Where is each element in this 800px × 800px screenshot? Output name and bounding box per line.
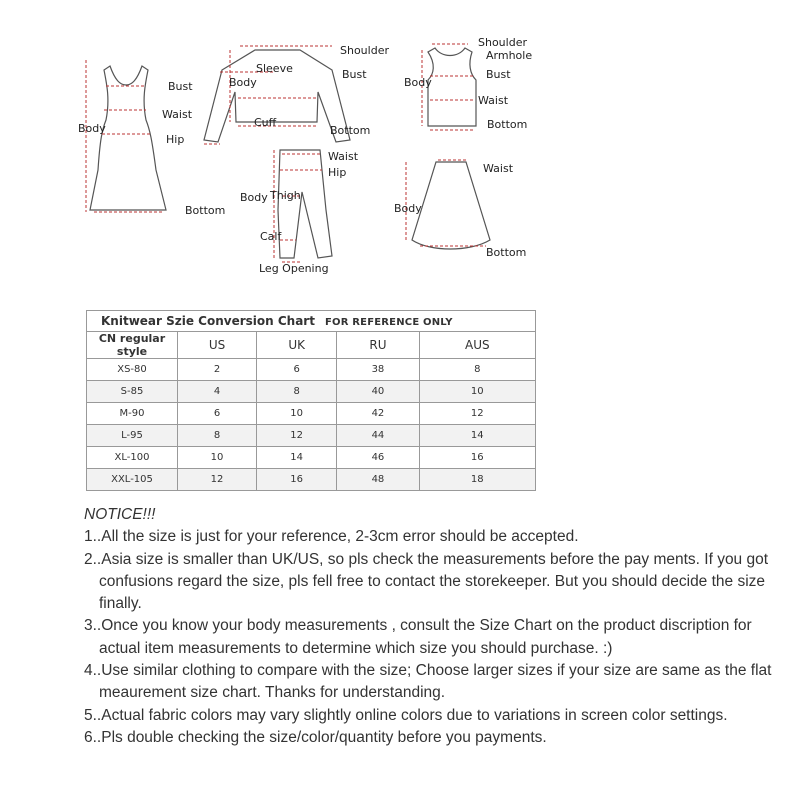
measurement-diagrams: [70, 30, 550, 290]
label-vest-armhole: Armhole: [486, 49, 533, 62]
label-shirt-bottom: Bottom: [330, 124, 371, 137]
label-dress-bust: Bust: [168, 80, 193, 93]
label-pants-waist: Waist: [328, 150, 359, 163]
cell-ru: 44: [337, 425, 419, 447]
label-vest-shoulder: Shoulder: [478, 36, 527, 49]
label-shirt-shoulder: Shoulder: [340, 44, 389, 57]
notice-item: 2..Asia size is smaller than UK/US, so pls check the measurements before the pay ments. If you got confusions regard the size, pls fell free to contact the storekeeper. But you should decide the size finally.: [84, 550, 769, 613]
label-dress-hip: Hip: [166, 133, 185, 146]
label-vest-waist: Waist: [478, 94, 509, 107]
label-dress-bottom: Bottom: [185, 204, 226, 217]
chart-title-cell: [87, 311, 536, 332]
notice-item: 3..Once you know your body measurements , consult the Size Chart on the product discription for actual item measurements to determine which size you should purchase. :): [84, 617, 752, 657]
label-shirt-sleeve: Sleeve: [256, 62, 293, 75]
cell-cn: S-85: [87, 381, 178, 403]
cell-cn: XL-100: [87, 447, 178, 469]
cell-uk: 6: [257, 359, 337, 381]
cell-aus: 10: [419, 381, 535, 403]
label-dress-body: Body: [78, 122, 106, 135]
label-skirt-waist: Waist: [483, 162, 514, 175]
label-pants-hip: Hip: [328, 166, 347, 179]
notice-item: 6..Pls double checking the size/color/quantity before you payments.: [84, 728, 547, 746]
skirt-outline: [412, 162, 490, 249]
pants-outline: [278, 150, 332, 258]
table-row: [87, 359, 536, 381]
cell-us: 6: [178, 403, 257, 425]
label-dress-waist: Waist: [162, 108, 193, 121]
label-vest-body: Body: [404, 76, 432, 89]
cell-cn: M-90: [87, 403, 178, 425]
table-row: [87, 425, 536, 447]
cell-cn: XXL-105: [87, 469, 178, 491]
label-skirt-bottom: Bottom: [486, 246, 527, 259]
column-header-aus: AUS: [419, 332, 535, 359]
dress-outline: [90, 66, 166, 210]
cell-us: 8: [178, 425, 257, 447]
cell-us: 2: [178, 359, 257, 381]
column-header-uk: UK: [257, 332, 337, 359]
cell-aus: 16: [419, 447, 535, 469]
column-header-us: US: [178, 332, 257, 359]
cell-uk: 8: [257, 381, 337, 403]
column-header-ru: RU: [337, 332, 419, 359]
cell-ru: 42: [337, 403, 419, 425]
cell-uk: 14: [257, 447, 337, 469]
cell-us: 4: [178, 381, 257, 403]
garment-outlines: [70, 30, 550, 290]
chart-title: Knitwear Szie Conversion Chart: [101, 314, 315, 328]
table-row: [87, 403, 536, 425]
column-header-cn: CN regular style: [87, 332, 178, 359]
cell-uk: 16: [257, 469, 337, 491]
cell-ru: 40: [337, 381, 419, 403]
notice-item: 4..Use similar clothing to compare with the size; Choose larger sizes if your size are same as the flat meaurement size chart. Thanks for understanding.: [84, 662, 772, 702]
notice-item: 1..All the size is just for your reference, 2-3cm error should be accepted.: [84, 528, 579, 546]
label-shirt-body: Body: [229, 76, 257, 89]
cell-ru: 46: [337, 447, 419, 469]
table-row: [87, 447, 536, 469]
cell-cn: L-95: [87, 425, 178, 447]
cell-ru: 38: [337, 359, 419, 381]
size-table: [86, 310, 536, 491]
table-row: [87, 381, 536, 403]
label-shirt-cuff: Cuff: [254, 116, 277, 129]
label-shirt-bust: Bust: [342, 68, 367, 81]
cell-uk: 10: [257, 403, 337, 425]
reference-note: FOR REFERENCE ONLY: [324, 317, 453, 328]
notice-title: NOTICE!!!: [84, 506, 156, 523]
cell-ru: 48: [337, 469, 419, 491]
notice-item: 5..Actual fabric colors may vary slightly online colors due to variations in screen color settings.: [84, 706, 728, 724]
label-pants-body: Body: [240, 191, 268, 204]
size-conversion-chart: [86, 310, 536, 491]
vest-outline: [428, 48, 476, 126]
cell-aus: 8: [419, 359, 535, 381]
cell-aus: 18: [419, 469, 535, 491]
label-vest-bust: Bust: [486, 68, 511, 81]
notice-section: [84, 504, 784, 749]
label-pants-calf: Calf: [260, 230, 282, 243]
cell-us: 10: [178, 447, 257, 469]
table-row: [87, 469, 536, 491]
cell-us: 12: [178, 469, 257, 491]
cell-uk: 12: [257, 425, 337, 447]
cell-aus: 14: [419, 425, 535, 447]
label-pants-leg-opening: Leg Opening: [259, 262, 329, 275]
cell-cn: XS-80: [87, 359, 178, 381]
table-header-row: [87, 332, 536, 359]
label-vest-bottom: Bottom: [487, 118, 528, 131]
cell-aus: 12: [419, 403, 535, 425]
label-pants-thigh: Thigh: [270, 189, 301, 202]
label-skirt-body: Body: [394, 202, 422, 215]
